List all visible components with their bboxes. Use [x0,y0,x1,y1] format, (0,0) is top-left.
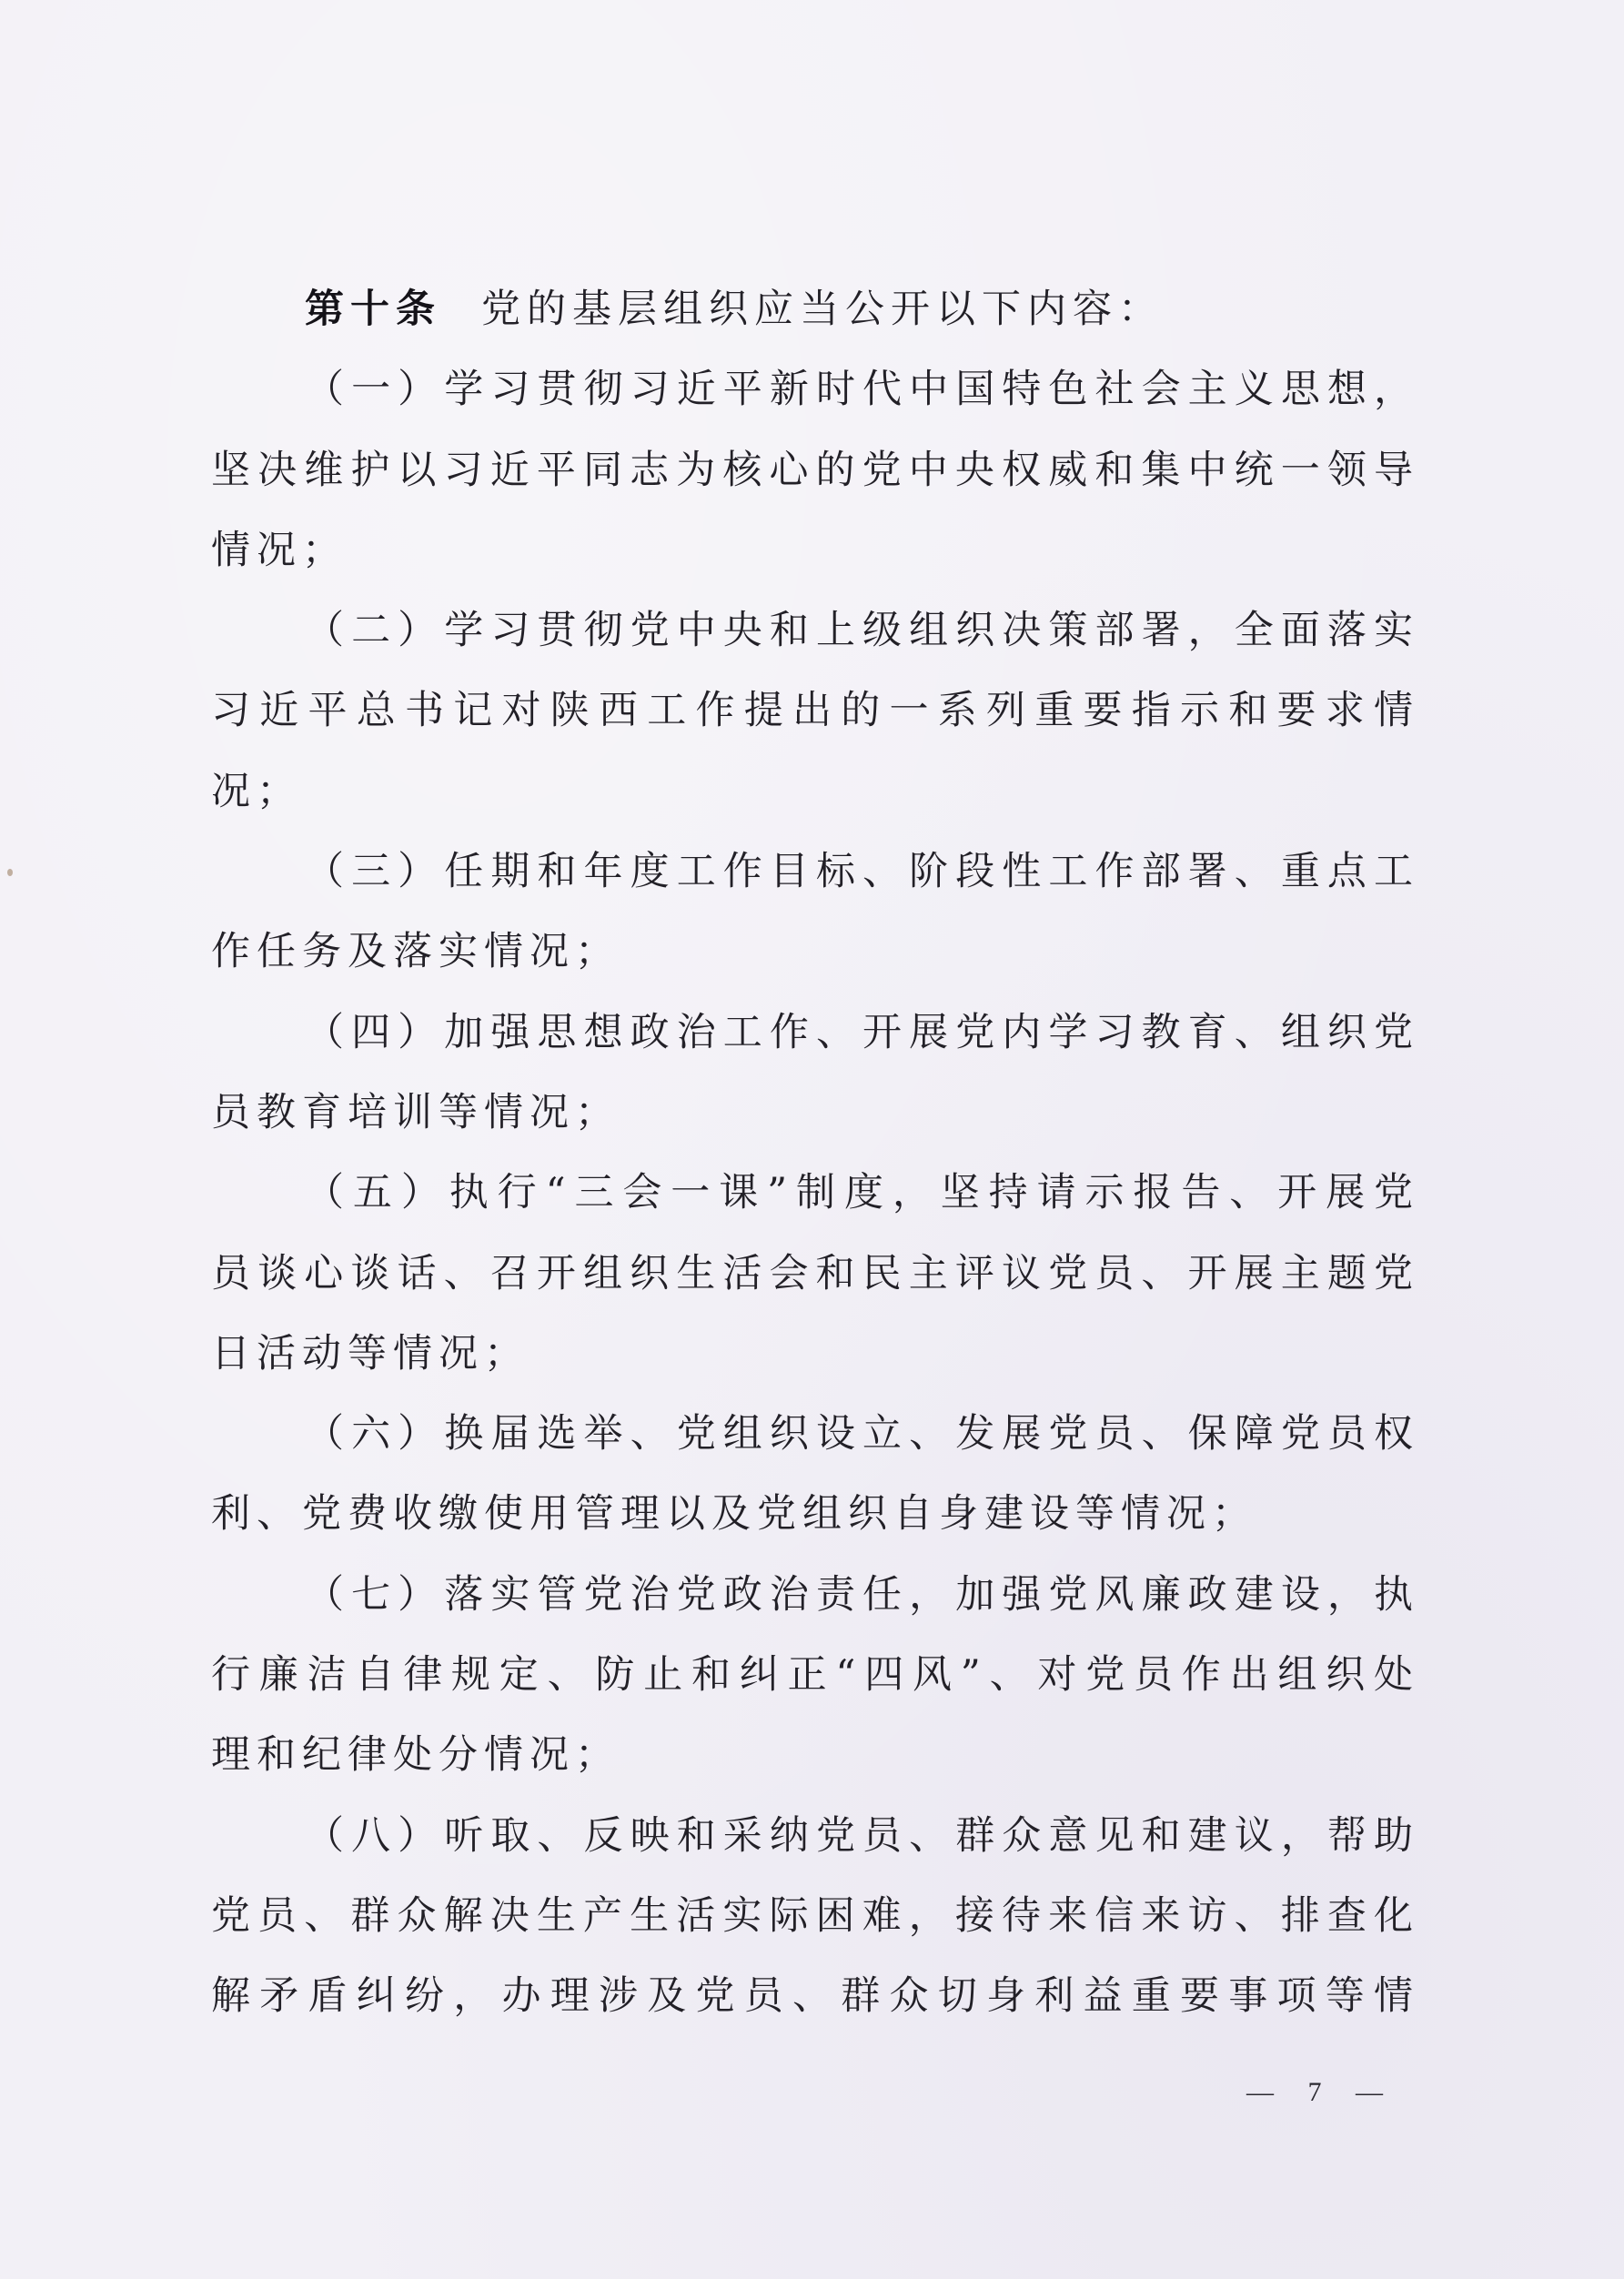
paragraph-line: 行廉洁自律规定、防止和纠正“四风”、对党员作出组织处 [211,1652,1419,1699]
item-paragraph-5 [211,1153,1419,1394]
paragraph-line: 员教育培训等情况； [211,1089,620,1135]
paragraph-line: （三）任期和年度工作目标、阶段性工作部署、重点工 [305,849,1419,895]
item-paragraph-1 [211,349,1419,590]
item-paragraph-3 [211,832,1419,993]
scan-speck [7,869,13,876]
paragraph-line: 情况； [211,527,348,573]
item-paragraph-4 [211,993,1419,1154]
paragraph-line: 况； [211,768,302,814]
paragraph-line: 坚决维护以习近平同志为核心的党中央权威和集中统一领导 [211,447,1419,493]
paragraph-line: 日活动等情况； [211,1330,530,1376]
paragraph-line: （五）执行“三会一课”制度，坚持请示报告、开展党 [305,1170,1419,1216]
paragraph-line: （八）听取、反映和采纳党员、群众意见和建议，帮助 [305,1812,1419,1859]
paragraph-line: 利、党费收缴使用管理以及党组织自身建设等情况； [211,1491,1257,1538]
paragraph-line: （六）换届选举、党组织设立、发展党员、保障党员权 [305,1411,1419,1457]
paragraph-line: （七）落实管党治党政治责任，加强党风廉政建设，执 [305,1571,1419,1618]
article-heading: 第十条 [305,287,441,332]
paragraph-line: 解矛盾纠纷，办理涉及党员、群众切身利益重要事项等情 [211,1973,1419,2020]
paragraph-line: （二）学习贯彻党中央和上级组织决策部署，全面落实 [305,608,1419,654]
article-body [211,269,1419,2037]
article-intro: 党的基层组织应当公开以下内容： [481,287,1164,332]
paragraph-line: 作任务及落实情况； [211,929,620,975]
article-title-line [211,269,1419,349]
paragraph-line: 党员、群众解决生产生活实际困难，接待来信来访、排查化 [211,1892,1419,1939]
paragraph-line: 习近平总书记对陕西工作提出的一系列重要指示和要求情 [211,688,1419,734]
paragraph-line: （一）学习贯彻习近平新时代中国特色社会主义思想， [305,367,1419,413]
page-number: — 7 — [1246,2077,1383,2107]
item-paragraph-2 [211,590,1419,832]
item-paragraph-6 [211,1394,1419,1555]
paragraph-line: 理和纪律处分情况； [211,1732,620,1779]
paragraph-line: （四）加强思想政治工作、开展党内学习教育、组织党 [305,1009,1419,1055]
item-paragraph-7 [211,1555,1419,1796]
item-paragraph-8 [211,1796,1419,2037]
paragraph-line: 员谈心谈话、召开组织生活会和民主评议党员、开展主题党 [211,1250,1419,1296]
